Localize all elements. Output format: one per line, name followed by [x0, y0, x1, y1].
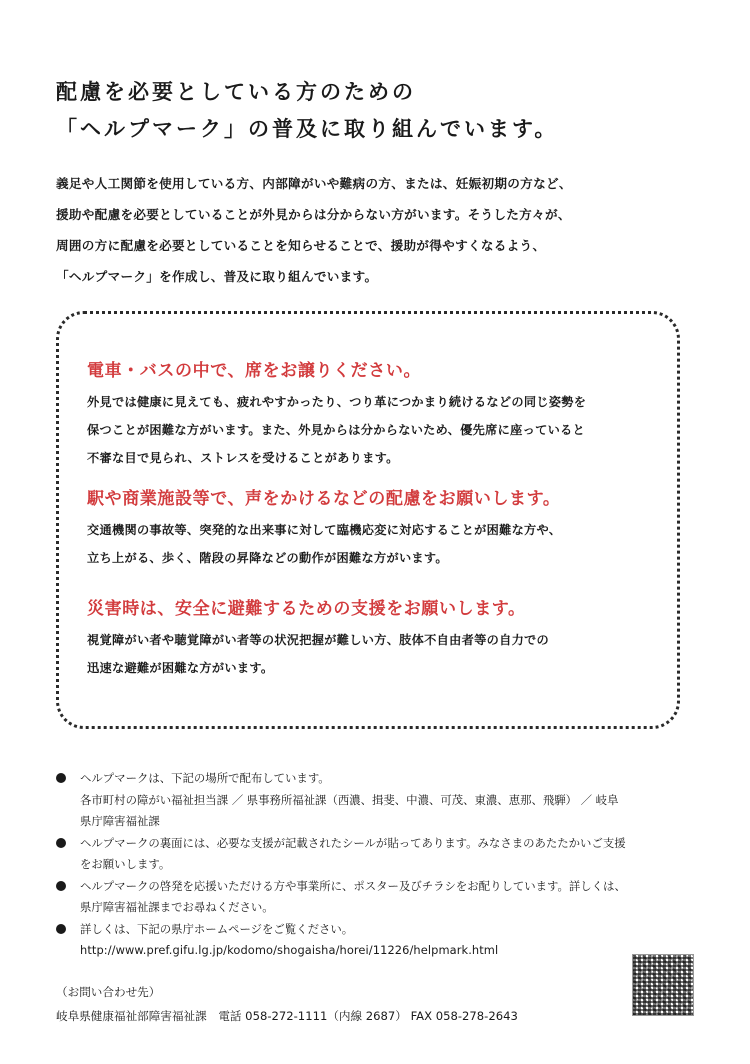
intro-line: 援助や配慮を必要としていることが外見からは分からない方がいます。そうした方々が、 [56, 207, 571, 222]
section-line: 外見では健康に見えても、疲れやすかったり、つり革につかまり続けるなどの同じ姿勢を [87, 395, 587, 409]
section-body [87, 516, 677, 572]
section-heading: 駅や商業施設等で、声をかけるなどの配慮をお願いします。 [87, 489, 561, 509]
contact-label: （お問い合わせ先） [56, 985, 161, 999]
intro-line: 周囲の方に配慮を必要としていることを知らせることで、援助が得やすくなるよう、 [56, 238, 546, 253]
section-line: 保つことが困難な方がいます。また、外見からは分からないため、優先席に座っていると [87, 423, 586, 437]
intro-paragraph [56, 168, 706, 292]
section-heading: 災害時は、安全に避難するための支援をお願いします。 [87, 599, 526, 619]
title-line-2: 「ヘルプマーク」の普及に取り組んでいます。 [56, 117, 559, 141]
note-item [56, 768, 696, 833]
note-line: をお願いします。 [80, 857, 171, 871]
section-trains-buses [87, 358, 677, 472]
section-line: 不審な目で見られ、ストレスを受けることがあります。 [87, 451, 399, 465]
contact-info [56, 980, 626, 1028]
note-item [56, 876, 696, 919]
note-line: ヘルプマークは、下記の場所で配布しています。 [80, 771, 330, 785]
bullet-icon [56, 924, 66, 934]
contact-line: 岐阜県健康福祉部障害福祉課 電話 058-272-1111（内線 2687） FAX 058-278-2643 [56, 1009, 518, 1023]
section-line: 迅速な避難が困難な方がいます。 [87, 661, 274, 675]
note-line: ヘルプマークの啓発を応援いただける方や事業所に、ポスター及びチラシをお配りしています。詳しくは、 [80, 878, 626, 893]
title-line-1: 配慮を必要としている方のための [56, 80, 416, 104]
note-line: 県庁障害福祉課 [80, 814, 160, 828]
homepage-link[interactable]: http://www.pref.gifu.lg.jp/kodomo/shogaisha/horei/11226/helpmark.html [80, 943, 499, 957]
note-line: 県庁障害福祉課までお尋ねください。 [80, 900, 274, 914]
qr-code-icon [632, 954, 694, 1016]
note-item [56, 833, 696, 876]
section-body [87, 626, 677, 682]
notes-list [56, 768, 696, 962]
request-box [56, 311, 680, 729]
section-line: 交通機関の事故等、突発的な出来事に対して臨機応変に対応することが困難な方や、 [87, 523, 562, 537]
intro-line: 「ヘルプマーク」を作成し、普及に取り組んでいます。 [56, 269, 378, 284]
note-line: ヘルプマークの裏面には、必要な支援が記載されたシールが貼ってあります。みなさまのあたたかいご支援 [80, 835, 626, 850]
section-body [87, 388, 677, 472]
section-heading: 電車・バスの中で、席をお譲りください。 [87, 361, 422, 381]
section-line: 視覚障がい者や聴覚障がい者等の状況把握が難しい方、肢体不自由者等の自力での [87, 633, 550, 647]
note-item [56, 919, 696, 962]
bullet-icon [56, 881, 66, 891]
section-stations-facilities [87, 486, 677, 572]
note-line: 各市町村の障がい福祉担当課 ／ 県事務所福祉課（西濃、揖斐、中濃、可茂、東濃、恵那、飛騨） ／ 岐阜 [80, 792, 619, 807]
bullet-icon [56, 773, 66, 783]
page-title [56, 74, 716, 148]
note-line: 詳しくは、下記の県庁ホームページをご覧ください。 [80, 921, 354, 936]
intro-line: 義足や人工関節を使用している方、内部障がいや難病の方、または、妊娠初期の方など、 [56, 176, 572, 191]
section-line: 立ち上がる、歩く、階段の昇降などの動作が困難な方がいます。 [87, 551, 448, 565]
bullet-icon [56, 838, 66, 848]
section-disasters [87, 596, 677, 682]
